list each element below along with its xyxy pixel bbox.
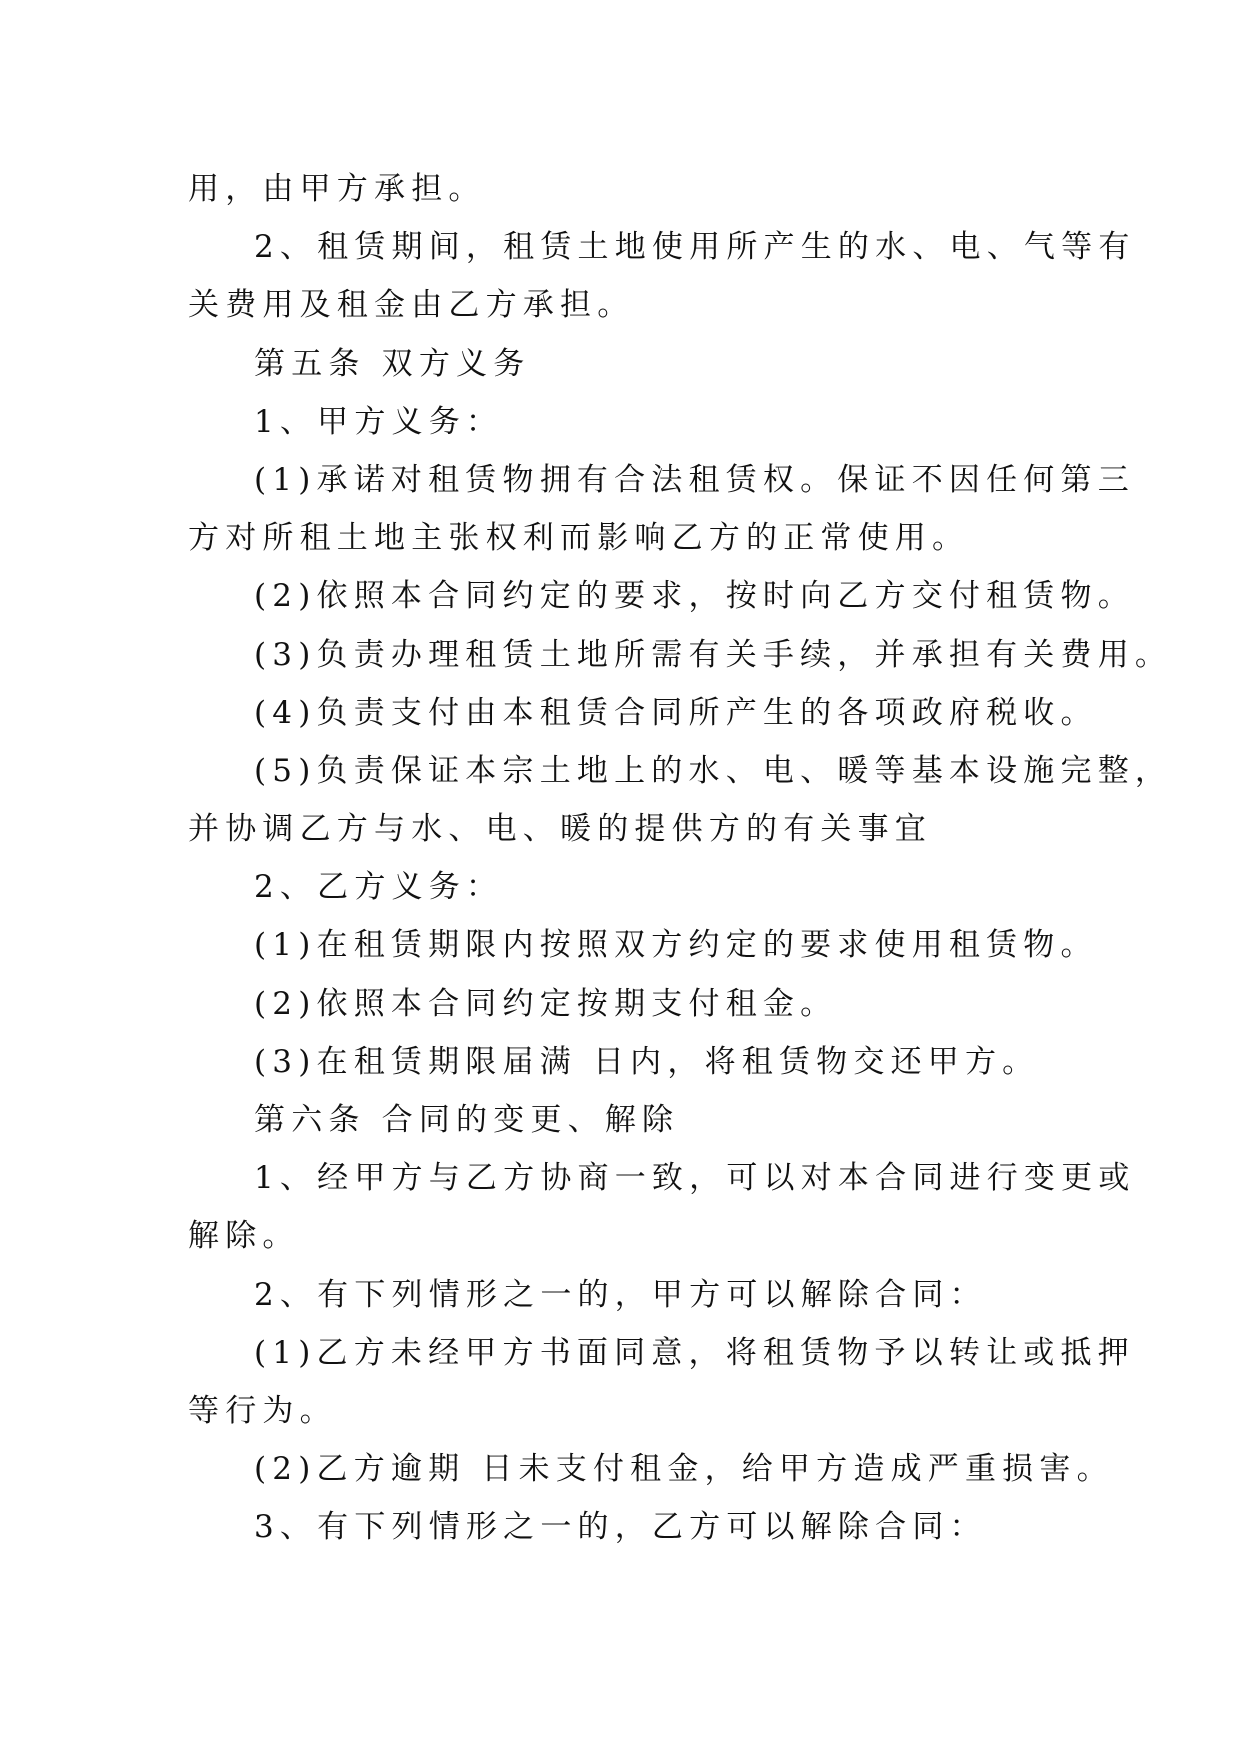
- text-line: (3)在租赁期限届满 日内，将租赁物交还甲方。: [254, 1043, 1040, 1080]
- text-line: 解除。: [188, 1218, 300, 1255]
- text-line: (2)依照本合同约定的要求，按时向乙方交付租赁物。: [254, 578, 1135, 615]
- text-line: 1、甲方义务：: [254, 403, 504, 440]
- text-line: 并协调乙方与水、电、暖的提供方的有关事宜: [188, 811, 932, 848]
- text-line: 1、经甲方与乙方协商一致，可以对本合同进行变更或: [254, 1160, 1136, 1197]
- text-line: 2、有下列情形之一的，甲方可以解除合同：: [254, 1276, 987, 1313]
- text-line: (2)乙方逾期 日未支付租金，给甲方造成严重损害。: [254, 1451, 1114, 1488]
- text-line: (5)负责保证本宗土地上的水、电、暖等基本设施完整，: [254, 752, 1173, 789]
- section-heading: 第五条 双方义务: [254, 345, 531, 382]
- text-line: 等行为。: [188, 1392, 337, 1429]
- text-line: 2、租赁期间，租赁土地使用所产生的水、电、气等有: [254, 229, 1136, 266]
- section-heading: 第六条 合同的变更、解除: [254, 1102, 680, 1138]
- text-line: (3)负责办理租赁土地所需有关手续，并承担有关费用。: [254, 636, 1173, 673]
- text-line: 关费用及租金由乙方承担。: [188, 287, 635, 324]
- text-line: (1)乙方未经甲方书面同意，将租赁物予以转让或抵押: [254, 1334, 1135, 1371]
- text-line: 方对所租土地主张权利而影响乙方的正常使用。: [188, 520, 970, 557]
- text-line: (4)负责支付由本租赁合同所产生的各项政府税收。: [254, 694, 1098, 731]
- text-line: 用，由甲方承担。: [188, 171, 486, 207]
- text-line: (2)依照本合同约定按期支付租金。: [254, 985, 838, 1022]
- text-line: 2、乙方义务：: [254, 869, 504, 906]
- text-line: 3、有下列情形之一的，乙方可以解除合同：: [254, 1509, 987, 1546]
- text-line: (1)在租赁期限内按照双方约定的要求使用租赁物。: [254, 927, 1098, 964]
- document-body: [188, 160, 1173, 1557]
- text-line: (1)承诺对租赁物拥有合法租赁权。保证不因任何第三: [254, 461, 1135, 498]
